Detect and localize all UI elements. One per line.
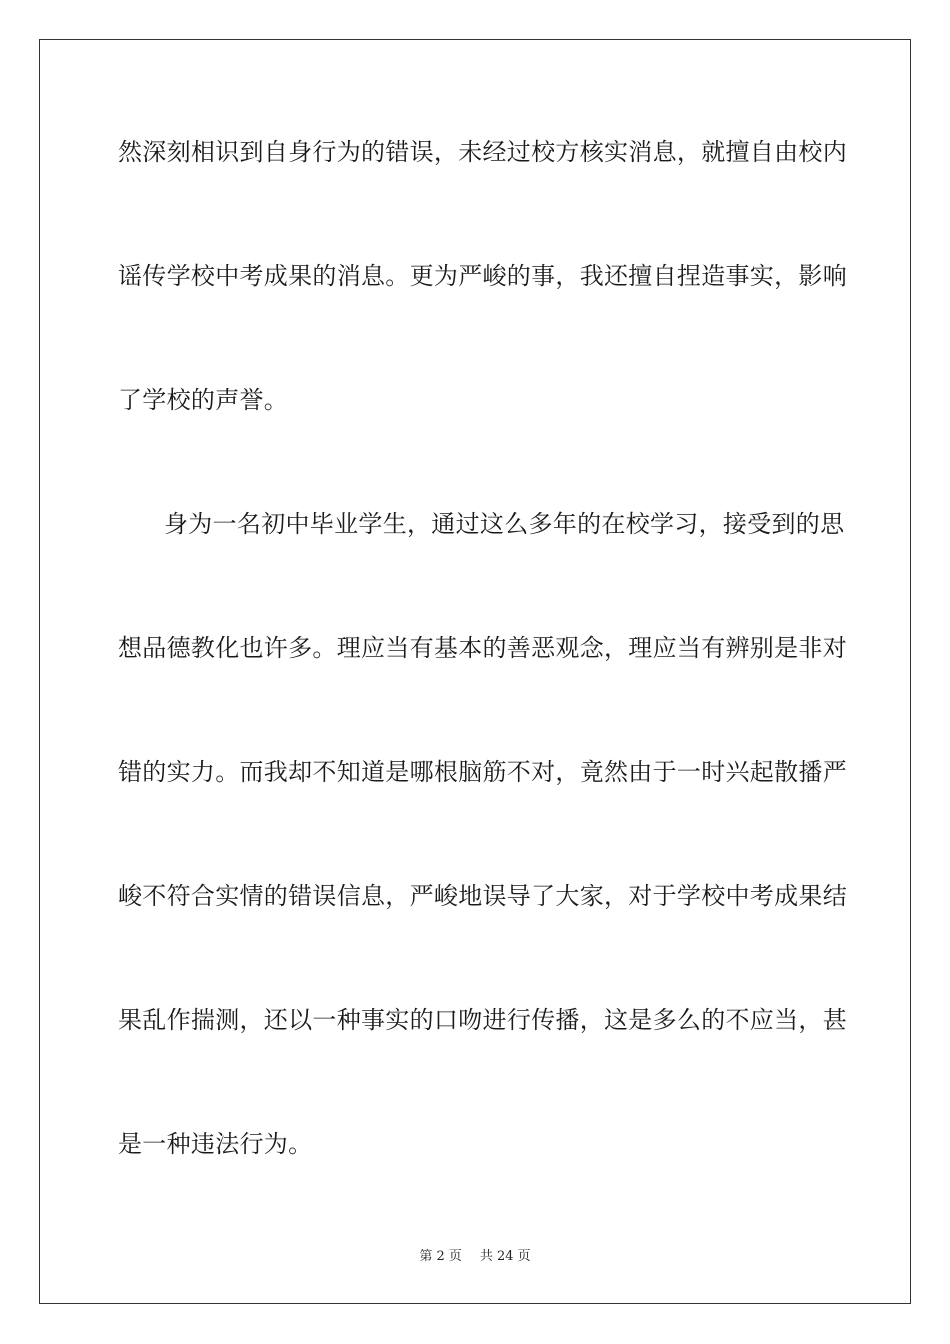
page-border (39, 39, 911, 1304)
paragraph-line: 峻不符合实情的错误信息，严峻地误导了大家，对于学校中考成果结 (118, 882, 847, 910)
paragraph-line: 谣传学校中考成果的消息。更为严峻的事，我还擅自捏造事实，影响 (118, 262, 847, 290)
paragraph-line: 想品德教化也许多。理应当有基本的善恶观念，理应当有辨别是非对 (118, 634, 847, 662)
page-footer (0, 1249, 950, 1265)
page-total: 共 24 页 (479, 1249, 531, 1264)
paragraph-line: 然深刻相识到自身行为的错误，未经过校方核实消息，就擅自由校内 (118, 138, 847, 166)
paragraph-line: 错的实力。而我却不知道是哪根脑筋不对，竟然由于一时兴起散播严 (118, 758, 847, 786)
paragraph-line: 果乱作揣测，还以一种事实的口吻进行传播，这是多么的不应当，甚 (118, 1006, 847, 1034)
page-number: 第 2 页 (419, 1249, 462, 1264)
paragraph-first-line: 身为一名初中毕业学生，通过这么多年的在校学习，接受到的思 (164, 510, 845, 538)
paragraph-line: 是一种违法行为。 (118, 1130, 313, 1158)
paragraph-line: 了学校的声誉。 (118, 386, 289, 414)
